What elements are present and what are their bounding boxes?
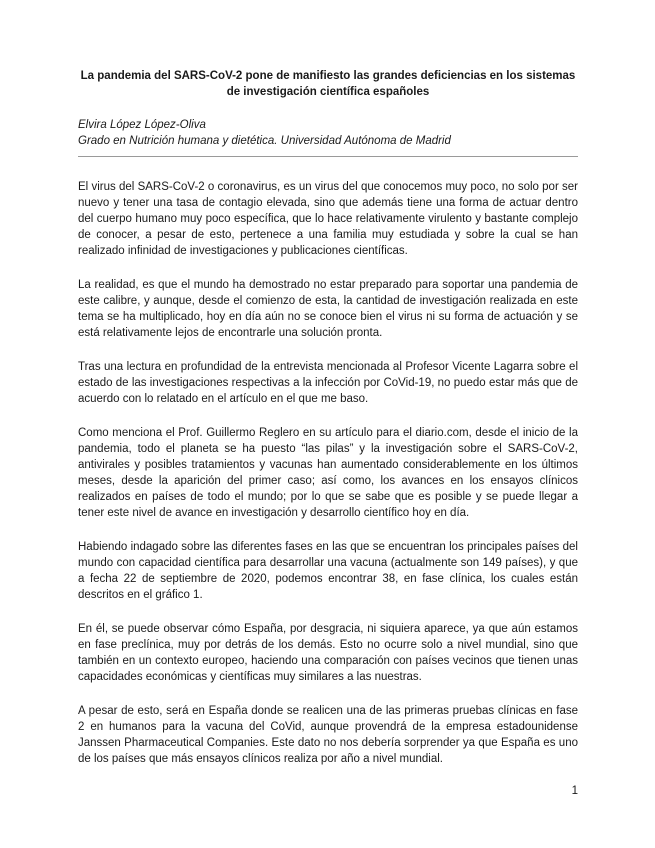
paragraph: El virus del SARS-CoV-2 o coronavirus, es un virus del que conocemos muy poco, no solo por ser nuevo y tener una tasa de contagio elevada, sino que además tiene una forma de actuar dentro del cuerpo humano muy poco específica, que lo hace relativamente virulento y bastante complejo de conocer, a pesar de esto, pertenece a una familia muy estudiada y sobre la cual se han realizado infinidad de investigaciones y publicaciones científicas. xyxy=(78,181,578,257)
paragraph: A pesar de esto, será en España donde se realicen una de las primeras pruebas clínicas en fase 2 en humanos para la vacuna del CoVid, aunque provendrá de la empresa estadounidense Janssen Pharmaceutical Companies. Este dato no nos debería sorprender ya que España es uno de los países que más ensayos clínicos realiza por año a nivel mundial. xyxy=(78,705,578,765)
paragraph: Como menciona el Prof. Guillermo Reglero en su artículo para el diario.com, desde el inicio de la pandemia, todo el planeta se ha puesto “las pilas” y la investigación sobre el SARS-CoV-2, antivirales y posibles tratamientos y vacunas han aumentado considerablemente en los últimos meses, desde la aparición del primer caso; así como, los avances en los ensayos clínicos realizados en países de todo el mundo; por lo que se sabe que es posible y se puede llegar a tener este nivel de avance en investigación y desarrollo científico hoy en día. xyxy=(78,427,578,519)
page-number: 1 xyxy=(571,785,578,797)
author-name: Elvira López López-Oliva xyxy=(78,119,206,131)
document-title: La pandemia del SARS-CoV-2 pone de manifiesto las grandes deficiencias en los sistemas de investigación científica españoles xyxy=(80,70,576,98)
paragraph: En él, se puede observar cómo España, por desgracia, ni siquiera aparece, ya que aún estamos en fase preclínica, muy por detrás de los demás. Esto no ocurre solo a nivel mundial, sino que también en un contexto europeo, haciendo una comparación con países vecinos que tienen unas capacidades económicas y científicas muy similares a las nuestras. xyxy=(78,623,578,683)
paragraph: Habiendo indagado sobre las diferentes fases en las que se encuentran los principales países del mundo con capacidad científica para desarrollar una vacuna (actualmente son 149 países), y que a fecha 22 de septiembre de 2020, podemos encontrar 38, en fase clínica, los cuales están descritos en el gráfico 1. xyxy=(78,541,578,601)
author-affiliation: Grado en Nutrición humana y dietética. Universidad Autónoma de Madrid xyxy=(78,135,451,147)
author-block xyxy=(78,117,578,149)
paragraph: La realidad, es que el mundo ha demostrado no estar preparado para soportar una pandemia de este calibre, y aunque, desde el comienzo de esta, la cantidad de investigación realizada en este tema se ha multiplicado, hoy en día aún no se conoce bien el virus ni su forma de actuación y se está relativamente lejos de encontrarle una solución pronta. xyxy=(78,279,578,339)
body-text xyxy=(78,179,578,785)
paragraph: Tras una lectura en profundidad de la entrevista mencionada al Profesor Vicente Lagarra sobre el estado de las investigaciones respectivas a la infección por CoVid-19, no puedo estar más que de acuerdo con lo relatado en el artículo en el que me baso. xyxy=(78,361,578,405)
header-divider xyxy=(78,156,578,157)
